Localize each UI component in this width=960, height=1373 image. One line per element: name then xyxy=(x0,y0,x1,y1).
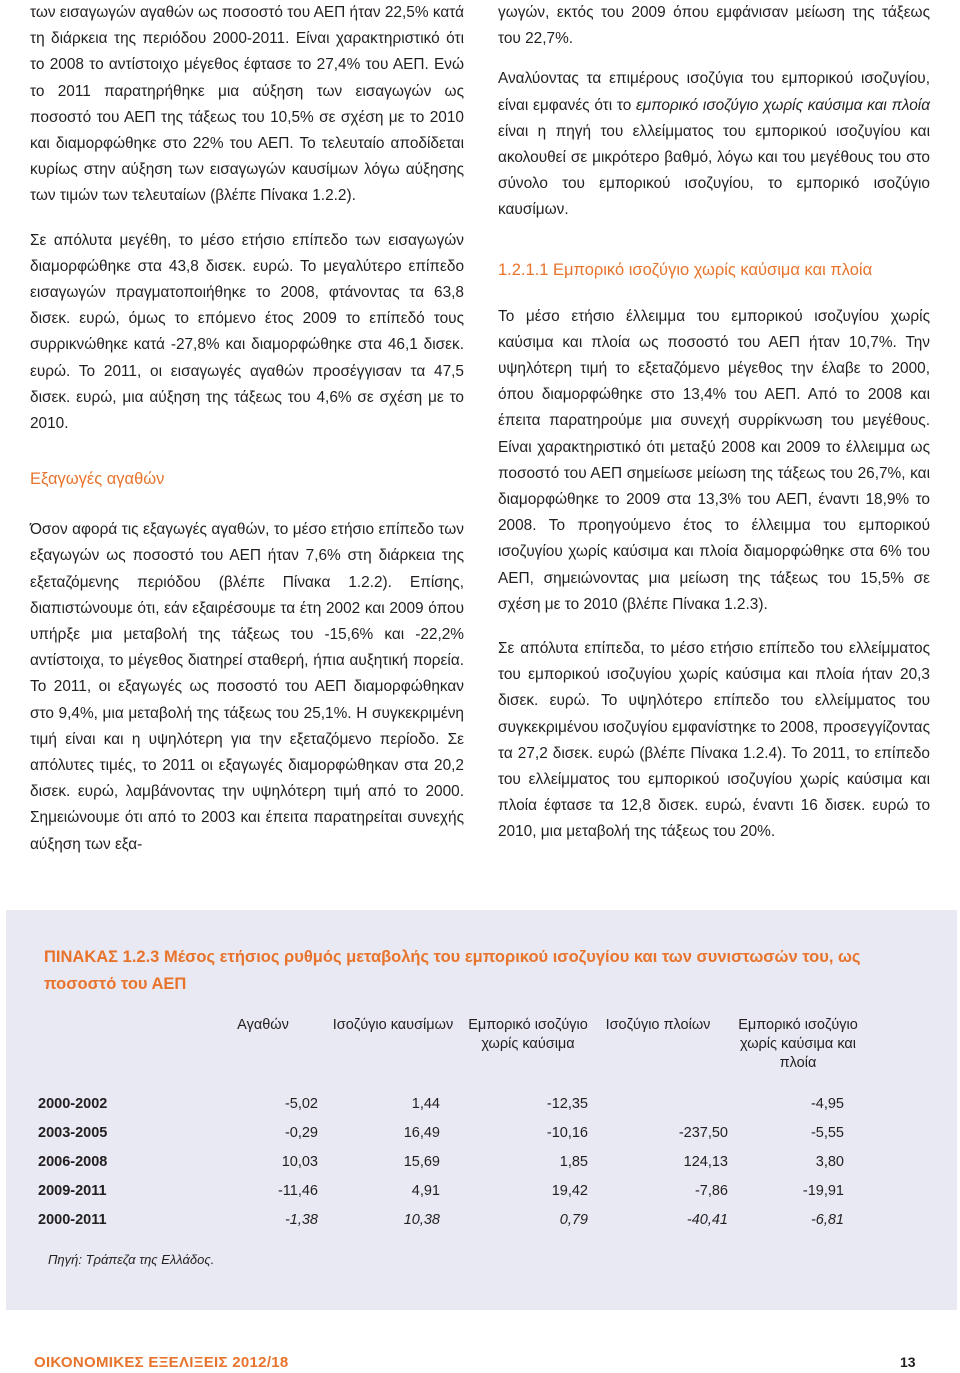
cell: 1,85 xyxy=(559,1153,588,1170)
table-source: Πηγή: Τράπεζα της Ελλάδος. xyxy=(48,1252,215,1267)
paragraph: Σε απόλυτα επίπεδα, το μέσο ετήσιο επίπεδο του ελλείμματος του εμπορικού ισοζυγίου χωρίς καύσιμα και πλοία ήταν 20,3 δισεκ. ευρώ. Το υψηλότερο επίπεδο του ελλείμματος του συγκεκριμένου ισοζυγίου εμφανίστηκε το 2008, προσεγγίζοντας τα 27,2 δισεκ. ευρώ (βλέπε Πίνακα 1.2.4). Το 2011, το επίπεδο του ελλείμματος του εμπορικού ισοζυγίου χωρίς καύσιμα και πλοία έφτασε τα 12,8 δισεκ. ευρώ, έναντι 16 δισεκ. ευρώ το 2010, μια μεταβολή της τάξεως του 20%. xyxy=(498,640,930,841)
cell: 1,44 xyxy=(411,1095,440,1112)
cell: -1,38 xyxy=(284,1211,318,1228)
table-number: ΠΙΝΑΚΑΣ 1.2.3 xyxy=(44,948,160,966)
cell: -12,35 xyxy=(546,1095,588,1112)
table-row xyxy=(38,1147,868,1176)
table-row xyxy=(38,1089,868,1118)
footer-publication: ΟΙΚΟΝΟΜΙΚΕΣ ΕΞΕΛΙΞΕΙΣ 2012/18 xyxy=(34,1354,289,1371)
header-cell: Εμπορικό ισοζύγιο χωρίς καύσιμα και πλοία xyxy=(738,1017,858,1071)
right-column xyxy=(498,0,930,846)
cell: -19,91 xyxy=(802,1182,844,1199)
cell: -7,86 xyxy=(694,1182,728,1199)
row-label: 2003-2005 xyxy=(38,1124,108,1141)
text-span: Αναλύοντας τα επιμέρους ισοζύγια του εμπορικού ισοζυγίου, είναι εμφανές ότι το xyxy=(498,70,930,114)
table-caption: Μέσος ετήσιος ρυθμός μεταβολής του εμπορικού ισοζυγίου και των συνιστωσών του, ως ποσοστό του ΑΕΠ xyxy=(44,948,861,993)
paragraph: των εισαγωγών αγαθών ως ποσοστό του ΑΕΠ ήταν 22,5% κατά τη διάρκεια της περιόδου 2000-2011. Είναι χαρακτηριστικό ότι το 2008 το αντίστοιχο μέγεθος έφτασε το 27,4% του ΑΕΠ. Ενώ το 2011 παρατηρήθηκε μια αύξηση των εισαγωγών ως ποσοστό του ΑΕΠ της τάξεως του 10,5% σε σχέση με το 2010 και διαμορφώθηκε στο 22% του ΑΕΠ. Το τελευταίο αποδίδεται κυρίως στην αύξηση των εισαγωγών καυσίμων λόγω αύξησης των τιμών των τελευταίων (βλέπε Πίνακα 1.2.2). xyxy=(30,4,464,205)
cell: 15,69 xyxy=(403,1153,440,1170)
paragraph xyxy=(498,66,930,223)
row-label: 2000-2011 xyxy=(38,1211,107,1228)
header-cell: Εμπορικό ισοζύγιο χωρίς καύσιμα xyxy=(468,1017,588,1052)
page-number: 13 xyxy=(900,1354,916,1370)
cell: 3,80 xyxy=(815,1153,844,1170)
cell: 0,79 xyxy=(559,1211,588,1228)
cell: 16,49 xyxy=(403,1124,440,1141)
paragraph: Το μέσο ετήσιο έλλειμμα του εμπορικού ισοζυγίου χωρίς καύσιμα και πλοία ως ποσοστό του ΑΕΠ ήταν 10,7%. Την υψηλότερη τιμή το εξεταζόμενο μέγεθος την έλαβε το 2000, όπου διαμορφώθηκε στο 13,4% του ΑΕΠ. Από το 2008 και έπειτα παρατηρούμε μια συνεχή συρρίκνωση του μεγέθους. Είναι χαρακτηριστικό ότι μεταξύ 2008 και 2009 το έλλειμμα ως ποσοστό του ΑΕΠ σημείωσε μείωση της τάξεως του 26,7%, και διαμορφώθηκε το 2009 στα 13,3% του ΑΕΠ, έναντι 18,9% το 2008. Το προηγούμενο έτος το έλλειμμα του εμπορικού ισοζυγίου χωρίς καύσιμα και πλοία διαμορφώθηκε στα 6% του ΑΕΠ, σημειώνοντας μια μείωση της τάξεως του 15,5% σε σχέση με το 2010 (βλέπε Πίνακα 1.2.3). xyxy=(498,307,930,613)
cell: -0,29 xyxy=(284,1124,318,1141)
header-cell xyxy=(38,1016,208,1089)
cell: 10,38 xyxy=(403,1211,440,1228)
header-cell: Ισοζύγιο πλοίων xyxy=(605,1017,711,1033)
row-label: 2006-2008 xyxy=(38,1153,108,1170)
table-row xyxy=(38,1118,868,1147)
cell: -10,16 xyxy=(546,1124,588,1141)
paragraph: Όσον αφορά τις εξαγωγές αγαθών, το μέσο ετήσιο επίπεδο των εξαγωγών ως ποσοστό του ΑΕΠ ήταν 7,6% στη διάρκεια της εξεταζόμενης περιόδου (βλέπε Πίνακα 1.2.2). Επίσης, διαπιστώνουμε ότι, εάν εξαιρέσουμε τα έτη 2002 και 2009 όπου υπήρξε μια μεταβολή της τάξεως του -15,6% και -22,2% αντίστοιχα, το μέγεθος διατηρεί σταθερή, ήπια αυξητική πορεία. Το 2011, οι εξαγωγές ως ποσοστό του ΑΕΠ διαμορφώθηκαν στο 9,4%, μια μεταβολή της τάξεως του 25,1%. Η συγκεκριμένη τιμή είναι και η υψηλότερη για την εξεταζόμενο περίοδο. Σε απόλυτες τιμές, το 2011 οι εξαγωγές διαμορφώθηκαν στα 20,2 δισεκ. ευρώ, λαμβάνοντας την υψηλότερη τιμή από το 2000. Σημειώνουμε ότι από το 2003 και έπειτα παρατηρείται συνεχής αύξηση των εξα- xyxy=(30,521,464,853)
cell: 19,42 xyxy=(551,1182,588,1199)
cell: 124,13 xyxy=(683,1153,728,1170)
cell xyxy=(588,1089,728,1118)
cell: -11,46 xyxy=(277,1182,318,1199)
cell: -5,02 xyxy=(284,1095,318,1112)
table-row xyxy=(38,1176,868,1205)
text-span: είναι η πηγή του ελλείμματος του εμπορικού ισοζυγίου και ακολουθεί σε μικρότερο βαθμό, λόγω και του μεγέθους του στο σύνολο του εμπορικού ισοζυγίου, το εμπορικό ισοζύγιο καυσίμων. xyxy=(498,122,930,219)
paragraph: Σε απόλυτα μεγέθη, το μέσο ετήσιο επίπεδο των εισαγωγών διαμορφώθηκε στα 43,8 δισεκ. ευρώ. Το μεγαλύτερο επίπεδο εισαγωγών πραγματοποιήθηκε το 2008, φτάνοντας τα 63,8 δισεκ. ευρώ, όμως το επόμενο έτος 2009 το επίπεδό τους συρρικνώθηκε κατά -27,8% και διαμορφώθηκε στα 46,1 δισεκ. ευρώ. Το 2011, οι εισαγωγές αγαθών προσέγγισαν τα 47,5 δισεκ. ευρώ, μια αύξηση της τάξεως του 4,6% σε σχέση με το 2010. xyxy=(30,231,464,433)
row-label: 2000-2002 xyxy=(38,1095,108,1112)
left-column xyxy=(30,0,464,858)
cell: -4,95 xyxy=(810,1095,844,1112)
header-cell: Αγαθών xyxy=(237,1017,289,1033)
cell: -40,41 xyxy=(686,1211,728,1228)
cell: 10,03 xyxy=(281,1153,318,1170)
table-title xyxy=(44,944,924,998)
section-heading: Εξαγωγές αγαθών xyxy=(30,470,165,489)
cell: 4,91 xyxy=(411,1182,440,1199)
table-box xyxy=(6,910,957,1310)
header-cell: Ισοζύγιο καυσίμων xyxy=(332,1017,454,1033)
cell: -6,81 xyxy=(810,1211,844,1228)
table-header-row xyxy=(38,1016,868,1089)
paragraph: γωγών, εκτός του 2009 όπου εμφάνισαν μείωση της τάξεως του 22,7%. xyxy=(498,4,930,48)
cell: -5,55 xyxy=(810,1124,844,1141)
cell: -237,50 xyxy=(678,1124,728,1141)
table-row xyxy=(38,1205,868,1234)
data-table xyxy=(38,1016,868,1234)
row-label: 2009-2011 xyxy=(38,1182,107,1199)
section-heading: 1.2.1.1 Εμπορικό ισοζύγιο χωρίς καύσιμα και πλοία xyxy=(498,260,873,279)
emphasis-text: εμπορικό ισοζύγιο χωρίς καύσιμα και πλοία xyxy=(636,96,930,114)
